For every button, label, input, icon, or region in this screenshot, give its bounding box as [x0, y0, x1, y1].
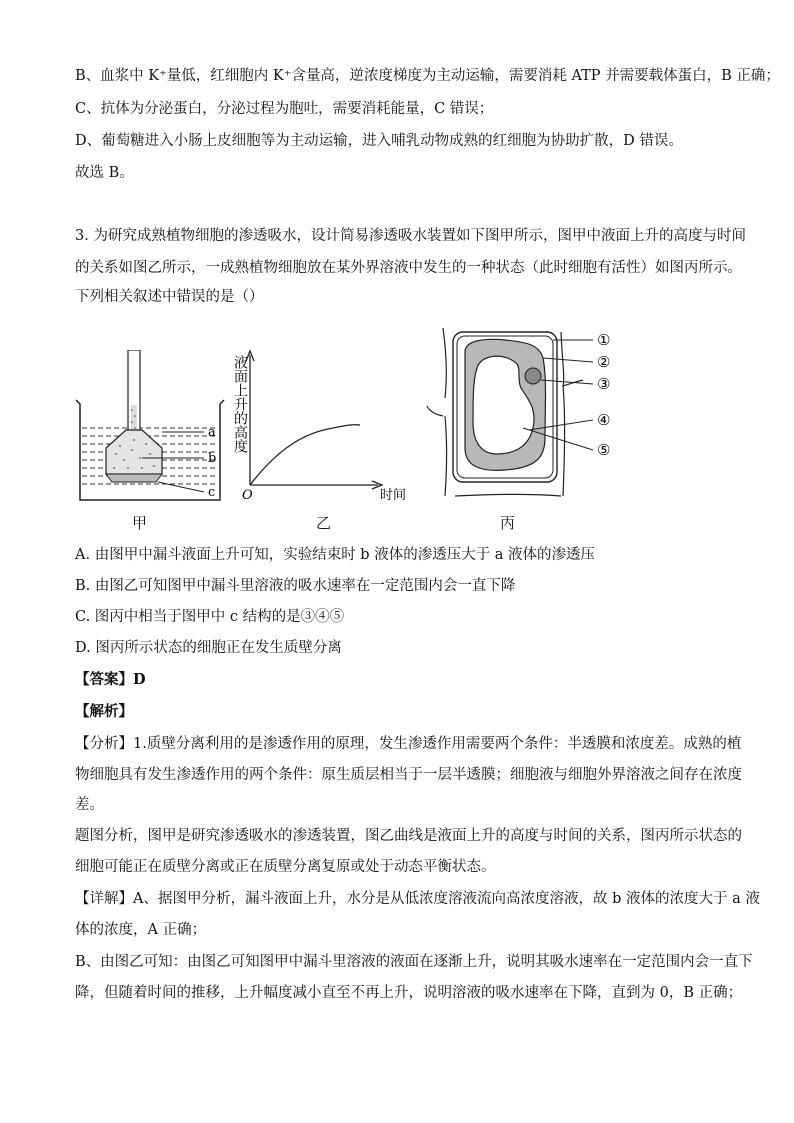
label-5: ⑤	[597, 441, 611, 459]
text-line: D、葡萄糖进入小肠上皮细胞等为主动运输，进入哺乳动物成熟的红细胞为协助扩散，D 错误。	[75, 133, 683, 149]
detail-line: 【详解】A、据图甲分析，漏斗液面上升，水分是从低浓度溶液流向高浓度溶液，故 b 液体的浓度大于 a 液	[75, 891, 760, 907]
option-b: B. 由图乙可知图甲中漏斗里溶液的吸水速率在一定范围内会一直下降	[75, 578, 516, 594]
analysis-line: 细胞可能正在质壁分离或正在质壁分离复原或处于动态平衡状态。	[75, 859, 496, 875]
detail-line: 降，但随着时间的推移，上升幅度减小直至不再上升，说明溶液的吸水速率在下降，直到为 0，B 正确；	[75, 985, 743, 1001]
label-b: b	[208, 451, 217, 466]
question-stem: 下列相关叙述中错误的是（）	[75, 289, 264, 305]
analysis-line: 物细胞具有发生渗透作用的两个条件：原生质层相当于一层半透膜；细胞液与细胞外界溶液之间存在浓度	[75, 767, 742, 783]
text-line: C、抗体为分泌蛋白，分泌过程为胞吐，需要消耗能量，C 错误；	[75, 101, 494, 117]
analysis-line: 【分析】1.质壁分离利用的是渗透作用的原理，发生渗透作用需要两个条件：半透膜和浓度差。成熟的植	[75, 736, 742, 752]
option-d: D. 图丙所示状态的细胞正在发生质壁分离	[75, 640, 342, 656]
figure-caption-bing: 丙	[500, 514, 516, 532]
y-axis-label: 液面上升的高度	[232, 355, 248, 453]
figure-bing-plant-cell	[425, 318, 625, 498]
figure-caption-yi: 乙	[316, 514, 332, 532]
label-c: c	[208, 485, 216, 500]
label-4: ④	[597, 411, 611, 429]
analysis-line: 差。	[75, 797, 104, 813]
figure-jia-osmosis-apparatus	[70, 350, 230, 510]
option-c: C. 图丙中相当于图甲中 c 结构的是③④⑤	[75, 609, 345, 625]
question-stem: 3. 为研究成熟植物细胞的渗透吸水，设计简易渗透吸水装置如下图甲所示，图甲中液面上升的高度与时间	[75, 228, 746, 244]
label-3: ③	[597, 375, 611, 393]
question-stem: 的关系如图乙所示，一成熟植物细胞放在某外界溶液中发生的一种状态（此时细胞有活性）如图丙所示。	[75, 260, 742, 276]
text-line: B、血浆中 K⁺量低，红细胞内 K⁺含量高，逆浓度梯度为主动运输，需要消耗 ATP 并需要载体蛋白，B 正确；	[75, 68, 780, 84]
origin-label: O	[242, 488, 253, 503]
label-1: ①	[597, 331, 611, 349]
label-a: a	[208, 425, 216, 440]
option-a: A. 由图甲中漏斗液面上升可知，实验结束时 b 液体的渗透压大于 a 液体的渗透压	[75, 547, 596, 563]
analysis-heading: 【解析】	[75, 703, 133, 720]
x-axis-label: 时间	[380, 488, 407, 503]
label-2: ②	[597, 353, 611, 371]
analysis-line: 题图分析，图甲是研究渗透吸水的渗透装置，图乙曲线是液面上升的高度与时间的关系，图丙所示状态的	[75, 828, 742, 844]
detail-line: 体的浓度，A 正确；	[75, 922, 207, 938]
figure-caption-jia: 甲	[132, 514, 148, 532]
detail-line: B、由图乙可知：由图乙可知图甲中漏斗里溶液的液面在逐渐上升，说明其吸水速率在一定范围内会一直下	[75, 954, 753, 970]
figure-yi-curve	[228, 345, 418, 505]
text-line: 故选 B。	[75, 165, 134, 181]
answer-line: 【答案】D	[75, 671, 146, 688]
